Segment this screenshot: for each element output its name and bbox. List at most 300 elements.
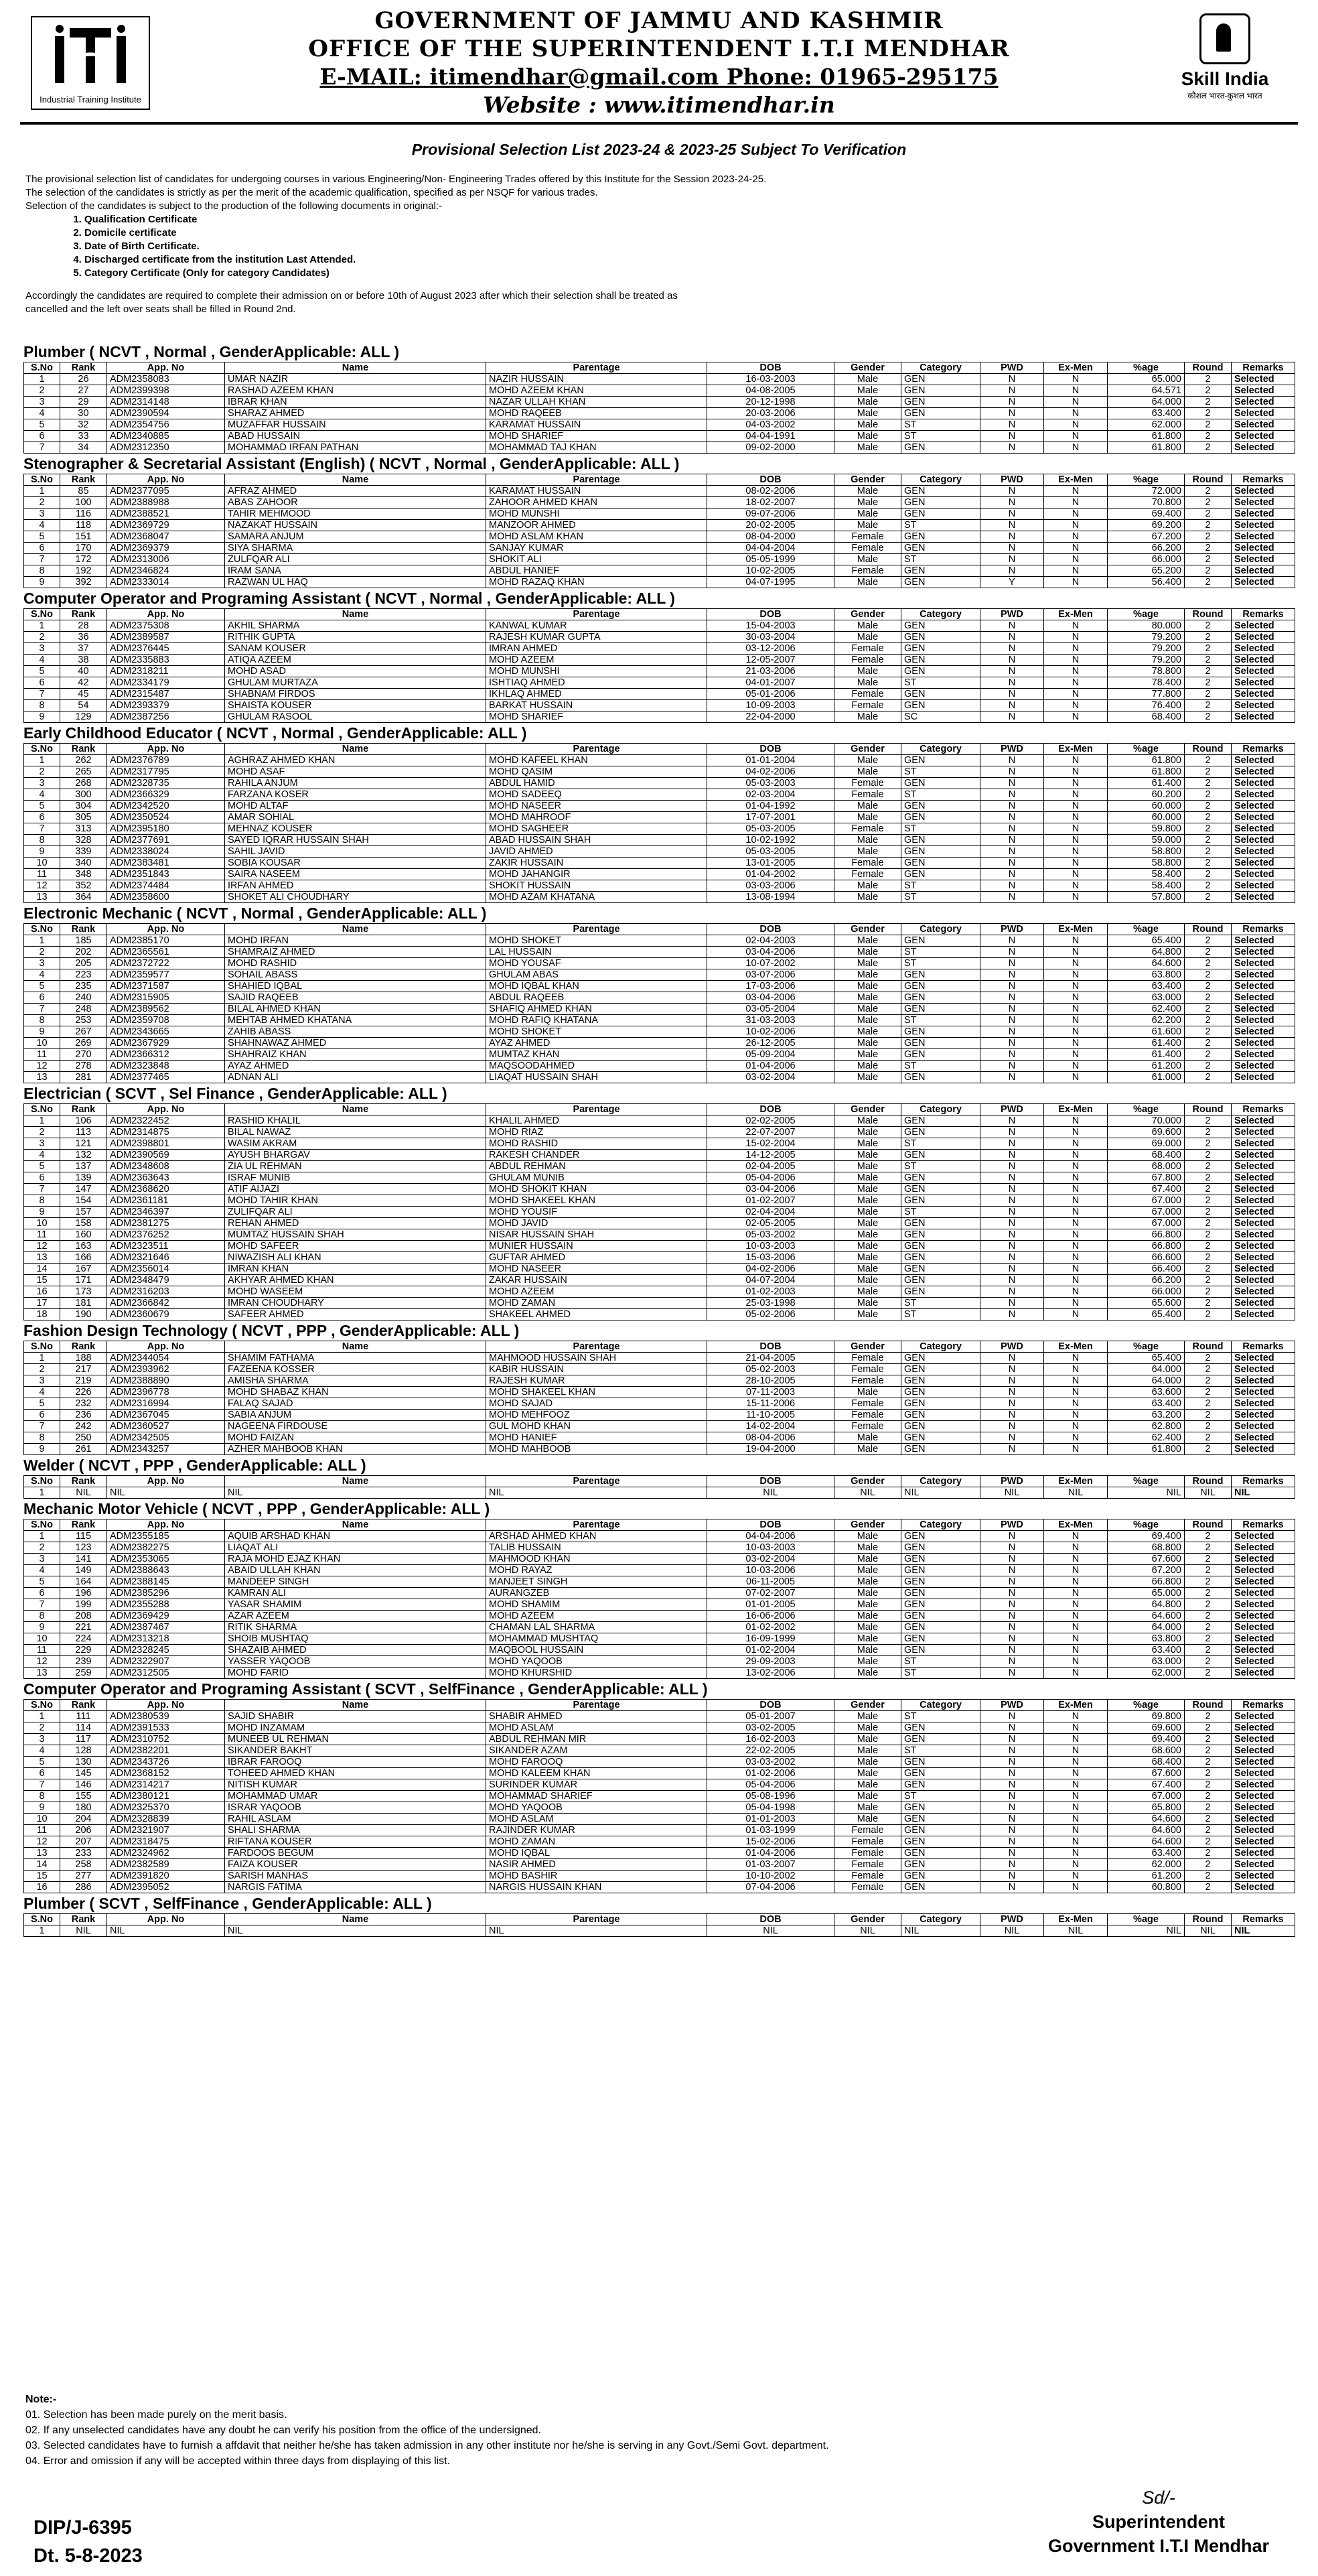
table-cell: N xyxy=(980,509,1044,520)
table-cell: ADM2314217 xyxy=(107,1779,225,1791)
table-cell: MOHD ASLAM KHAN xyxy=(486,531,707,543)
column-header: Round xyxy=(1185,1341,1232,1353)
table-cell: ADM2322907 xyxy=(107,1656,225,1668)
table-cell: N xyxy=(1044,1353,1108,1364)
table-cell: ADM2317795 xyxy=(107,766,225,778)
table-cell: 265 xyxy=(60,766,107,778)
column-header: Category xyxy=(901,1476,980,1487)
table-cell: Female xyxy=(834,531,901,543)
table-row xyxy=(24,486,1295,497)
column-header: S.No xyxy=(24,609,60,620)
table-cell: 2 xyxy=(1185,1745,1232,1757)
selection-table xyxy=(23,1519,1295,1679)
selection-table xyxy=(23,1341,1295,1455)
table-cell: MAHMOOD KHAN xyxy=(486,1554,707,1565)
column-header: Remarks xyxy=(1232,1341,1295,1353)
table-cell: Male xyxy=(834,1711,901,1722)
column-header: DOB xyxy=(707,1104,834,1115)
table-row xyxy=(24,497,1295,509)
table-cell: 13-01-2005 xyxy=(707,858,834,869)
table-cell: ADM2369379 xyxy=(107,543,225,554)
section-title: Computer Operator and Programing Assistant ( SCVT , SelfFinance , GenderApplicable: ALL ) xyxy=(23,1680,708,1698)
table-cell: 63.400 xyxy=(1108,1398,1185,1410)
table-cell: N xyxy=(980,1195,1044,1207)
table-cell: KHALIL AHMED xyxy=(486,1115,707,1127)
table-row xyxy=(24,1745,1295,1757)
table-cell: 2 xyxy=(1185,620,1232,632)
table-cell: 111 xyxy=(60,1711,107,1722)
table-cell: 68.000 xyxy=(1108,1161,1185,1172)
table-cell: 2 xyxy=(1185,1172,1232,1184)
table-cell: 58.400 xyxy=(1108,880,1185,892)
table-cell: 8 xyxy=(24,1611,60,1622)
table-cell: 04-04-2006 xyxy=(707,1531,834,1542)
table-cell: GHULAM MUNIB xyxy=(486,1172,707,1184)
table-cell: JAVID AHMED xyxy=(486,846,707,858)
table-cell: GEN xyxy=(901,1184,980,1195)
table-cell: 09-02-2000 xyxy=(707,442,834,454)
table-cell: NIL xyxy=(1185,1925,1232,1937)
table-cell: 137 xyxy=(60,1161,107,1172)
table-cell: RITHIK GUPTA xyxy=(225,632,486,643)
column-header: App. No xyxy=(107,1341,225,1353)
table-cell: MOHD AZEEM KHAN xyxy=(486,385,707,397)
table-cell: MOHD JAHANGIR xyxy=(486,869,707,880)
table-cell: N xyxy=(980,1645,1044,1656)
table-cell: N xyxy=(980,1565,1044,1576)
table-cell: 68.400 xyxy=(1108,711,1185,723)
table-cell: 63.800 xyxy=(1108,1633,1185,1645)
table-cell: 258 xyxy=(60,1859,107,1871)
table-cell: 3 xyxy=(24,1138,60,1150)
table-cell: 01-02-2006 xyxy=(707,1768,834,1779)
column-header: App. No xyxy=(107,1104,225,1115)
table-cell: ADM2342520 xyxy=(107,801,225,812)
table-cell: ST xyxy=(901,1668,980,1679)
table-cell: ADM2322452 xyxy=(107,1115,225,1127)
table-cell: ST xyxy=(901,880,980,892)
column-header: Remarks xyxy=(1232,1700,1295,1711)
table-cell: 6 xyxy=(24,543,60,554)
table-cell: SABIA ANJUM xyxy=(225,1410,486,1421)
table-cell: 03-04-2006 xyxy=(707,992,834,1004)
table-cell: 8 xyxy=(24,700,60,711)
table-cell: 64.571 xyxy=(1108,385,1185,397)
table-cell: N xyxy=(980,385,1044,397)
table-cell: 2 xyxy=(1185,1387,1232,1398)
table-cell: 123 xyxy=(60,1542,107,1554)
table-cell: 12 xyxy=(24,1656,60,1668)
table-cell: ADM2358083 xyxy=(107,374,225,385)
column-header: DOB xyxy=(707,1700,834,1711)
table-cell: Male xyxy=(834,1138,901,1150)
table-cell: Selected xyxy=(1232,1848,1295,1859)
table-row xyxy=(24,1252,1295,1264)
table-cell: 8 xyxy=(24,1195,60,1207)
table-cell: N xyxy=(980,620,1044,632)
table-cell: N xyxy=(980,1309,1044,1320)
table-cell: N xyxy=(1044,1286,1108,1298)
table-cell: N xyxy=(980,1882,1044,1893)
column-header: App. No xyxy=(107,609,225,620)
table-cell: 250 xyxy=(60,1432,107,1444)
table-cell: GEN xyxy=(901,1622,980,1633)
table-cell: Male xyxy=(834,442,901,454)
table-cell: GEN xyxy=(901,1364,980,1375)
table-cell: 217 xyxy=(60,1364,107,1375)
table-cell: 01-02-2003 xyxy=(707,1286,834,1298)
table-row xyxy=(24,1127,1295,1138)
table-cell: GEN xyxy=(901,643,980,655)
table-cell: 16-09-1999 xyxy=(707,1633,834,1645)
table-cell: 1 xyxy=(24,374,60,385)
dip-date: Dt. 5-8-2023 xyxy=(33,2545,143,2567)
table-cell: N xyxy=(1044,1038,1108,1049)
table-cell: N xyxy=(980,1848,1044,1859)
table-cell: N xyxy=(1044,419,1108,431)
table-cell: ADM2315905 xyxy=(107,992,225,1004)
table-cell: N xyxy=(980,1229,1044,1241)
table-cell: 04-03-2002 xyxy=(707,419,834,431)
table-cell: 2 xyxy=(1185,442,1232,454)
table-cell: 26-12-2005 xyxy=(707,1038,834,1049)
table-cell: 63.800 xyxy=(1108,969,1185,981)
table-cell: 67.200 xyxy=(1108,1565,1185,1576)
table-cell: 2 xyxy=(1185,1722,1232,1734)
table-cell: NIL xyxy=(901,1487,980,1499)
table-cell: N xyxy=(1044,812,1108,823)
table-cell: 10-03-2003 xyxy=(707,1241,834,1252)
table-cell: 10-02-1992 xyxy=(707,835,834,846)
table-cell: Female xyxy=(834,1421,901,1432)
table-cell: 27 xyxy=(60,385,107,397)
table-cell: Male xyxy=(834,408,901,419)
table-cell: 02-05-2005 xyxy=(707,1218,834,1229)
table-cell: RAJESH KUMAR GUPTA xyxy=(486,632,707,643)
column-header: Round xyxy=(1185,1914,1232,1925)
table-cell: Male xyxy=(834,1252,901,1264)
table-cell: 64.600 xyxy=(1108,1825,1185,1836)
table-cell: 9 xyxy=(24,1207,60,1218)
table-cell: GEN xyxy=(901,397,980,408)
table-cell: N xyxy=(980,397,1044,408)
table-cell: 3 xyxy=(24,643,60,655)
table-cell: N xyxy=(1044,846,1108,858)
table-cell: MOHD SHAKEEL KHAN xyxy=(486,1195,707,1207)
table-cell: Male xyxy=(834,1127,901,1138)
table-cell: 304 xyxy=(60,801,107,812)
table-cell: 2 xyxy=(1185,880,1232,892)
table-cell: N xyxy=(1044,1814,1108,1825)
table-cell: MOHD SHARIEF xyxy=(486,711,707,723)
column-header: Parentage xyxy=(486,609,707,620)
table-cell: 63.400 xyxy=(1108,408,1185,419)
table-cell: ADM2318211 xyxy=(107,666,225,677)
table-cell: 236 xyxy=(60,1410,107,1421)
table-cell: GEN xyxy=(901,632,980,643)
table-cell: Selected xyxy=(1232,565,1295,577)
table-cell: NIL xyxy=(225,1487,486,1499)
table-cell: Male xyxy=(834,1115,901,1127)
document-title: Provisional Selection List 2023-24 & 2023-25 Subject To Verification xyxy=(411,141,907,158)
table-cell: 10-02-2006 xyxy=(707,1026,834,1038)
table-cell: 1 xyxy=(24,1115,60,1127)
table-cell: MOHD RAYAZ xyxy=(486,1565,707,1576)
table-cell: 38 xyxy=(60,655,107,666)
table-cell: Male xyxy=(834,1633,901,1645)
table-cell: N xyxy=(980,1375,1044,1387)
table-cell: MOHAMMAD IRFAN PATHAN xyxy=(225,442,486,454)
table-cell: 68.400 xyxy=(1108,1757,1185,1768)
table-cell: N xyxy=(980,789,1044,801)
column-header: Category xyxy=(901,1700,980,1711)
table-cell: 10 xyxy=(24,1633,60,1645)
table-cell: MOHD RAFIQ KHATANA xyxy=(486,1015,707,1026)
table-cell: N xyxy=(980,1241,1044,1252)
table-cell: N xyxy=(1044,666,1108,677)
table-cell: Selected xyxy=(1232,1542,1295,1554)
table-cell: ADM2388988 xyxy=(107,497,225,509)
intro-paragraph: The selection of the candidates is strictly as per the merit of the academic qualification, specified as per NSQF for various trades. xyxy=(25,187,598,198)
column-header: Category xyxy=(901,362,980,374)
table-cell: 61.200 xyxy=(1108,1871,1185,1882)
table-cell: N xyxy=(980,880,1044,892)
table-cell: N xyxy=(1044,1026,1108,1038)
table-header-row xyxy=(24,1476,1295,1487)
table-cell: MOHD JAVID xyxy=(486,1218,707,1229)
table-cell: N xyxy=(980,1768,1044,1779)
table-cell: 235 xyxy=(60,981,107,992)
table-cell: NARGIS FATIMA xyxy=(225,1882,486,1893)
table-cell: ST xyxy=(901,1207,980,1218)
table-cell: Selected xyxy=(1232,1150,1295,1161)
table-cell: 4 xyxy=(24,1387,60,1398)
table-cell: Selected xyxy=(1232,689,1295,700)
table-cell: NIL xyxy=(107,1925,225,1937)
column-header: Rank xyxy=(60,1104,107,1115)
column-header: Rank xyxy=(60,474,107,486)
table-cell: N xyxy=(1044,992,1108,1004)
table-header-row xyxy=(24,924,1295,935)
table-cell: ZULIFQAR ALI xyxy=(225,1207,486,1218)
table-cell: 68.600 xyxy=(1108,1745,1185,1757)
table-cell: N xyxy=(1044,1150,1108,1161)
table-cell: ADM2343665 xyxy=(107,1026,225,1038)
table-cell: 2 xyxy=(1185,1848,1232,1859)
table-cell: 2 xyxy=(1185,1554,1232,1565)
table-cell: 248 xyxy=(60,1004,107,1015)
table-cell: 07-04-2006 xyxy=(707,1882,834,1893)
table-cell: 106 xyxy=(60,1115,107,1127)
table-cell: GEN xyxy=(901,565,980,577)
table-cell: 69.000 xyxy=(1108,1138,1185,1150)
table-cell: N xyxy=(1044,1848,1108,1859)
table-cell: 16-06-2006 xyxy=(707,1611,834,1622)
table-cell: N xyxy=(1044,1611,1108,1622)
column-header: Name xyxy=(225,924,486,935)
table-cell: N xyxy=(1044,397,1108,408)
table-cell: GEN xyxy=(901,509,980,520)
table-cell: MUZAFFAR HUSSAIN xyxy=(225,419,486,431)
column-header: %age xyxy=(1108,474,1185,486)
table-cell: N xyxy=(980,1115,1044,1127)
table-cell: Male xyxy=(834,1802,901,1814)
table-cell: ABDUL HAMID xyxy=(486,778,707,789)
column-header: S.No xyxy=(24,1519,60,1531)
table-cell: 5 xyxy=(24,1161,60,1172)
table-cell: GEN xyxy=(901,1871,980,1882)
table-cell: MOHD SHAMIM xyxy=(486,1599,707,1611)
table-cell: GEN xyxy=(901,801,980,812)
table-cell: ADM2366329 xyxy=(107,789,225,801)
column-header: S.No xyxy=(24,1700,60,1711)
table-cell: 8 xyxy=(24,1432,60,1444)
table-cell: 339 xyxy=(60,846,107,858)
table-cell: 2 xyxy=(24,1127,60,1138)
table-cell: ADM2387467 xyxy=(107,1622,225,1633)
table-cell: 2 xyxy=(1185,935,1232,947)
column-header: Round xyxy=(1185,1700,1232,1711)
table-cell: MOHD TAHIR KHAN xyxy=(225,1195,486,1207)
table-cell: 181 xyxy=(60,1298,107,1309)
table-cell: 62.400 xyxy=(1108,1004,1185,1015)
table-cell: Male xyxy=(834,1184,901,1195)
table-cell: Selected xyxy=(1232,801,1295,812)
column-header: S.No xyxy=(24,1476,60,1487)
table-cell: Female xyxy=(834,565,901,577)
table-cell: N xyxy=(980,677,1044,689)
table-cell: MOHD QASIM xyxy=(486,766,707,778)
table-cell: 79.200 xyxy=(1108,632,1185,643)
table-cell: GEN xyxy=(901,1633,980,1645)
table-cell: N xyxy=(980,823,1044,835)
column-header: Rank xyxy=(60,1476,107,1487)
table-cell: Selected xyxy=(1232,1353,1295,1364)
table-cell: Selected xyxy=(1232,1241,1295,1252)
selection-lists xyxy=(23,342,1295,1937)
table-cell: ADM2314875 xyxy=(107,1127,225,1138)
table-cell: 08-04-2006 xyxy=(707,1432,834,1444)
table-cell: 07-11-2003 xyxy=(707,1387,834,1398)
table-cell: 8 xyxy=(24,1791,60,1802)
table-cell: GEN xyxy=(901,1286,980,1298)
table-cell: N xyxy=(1044,1588,1108,1599)
table-cell: 7 xyxy=(24,689,60,700)
table-cell: 2 xyxy=(1185,1882,1232,1893)
table-cell: Male xyxy=(834,1026,901,1038)
column-header: Remarks xyxy=(1232,1104,1295,1115)
column-header: DOB xyxy=(707,1914,834,1925)
table-cell: Selected xyxy=(1232,1072,1295,1083)
table-cell: MOHD MAHBOOB xyxy=(486,1444,707,1455)
table-cell: GEN xyxy=(901,1398,980,1410)
table-cell: MOHD RASHID xyxy=(486,1138,707,1150)
table-row xyxy=(24,1026,1295,1038)
table-cell: ADM2315487 xyxy=(107,689,225,700)
table-cell: Selected xyxy=(1232,1364,1295,1375)
column-header: PWD xyxy=(980,1914,1044,1925)
table-cell: 01-02-2002 xyxy=(707,1622,834,1633)
table-cell: N xyxy=(1044,1882,1108,1893)
table-cell: Male xyxy=(834,1038,901,1049)
table-cell: Male xyxy=(834,1734,901,1745)
table-cell: MOHD SAGHEER xyxy=(486,823,707,835)
document-item: 3. Date of Birth Certificate. xyxy=(84,240,1291,253)
table-cell: IMRAN AHMED xyxy=(486,643,707,655)
table-cell: AMISHA SHARMA xyxy=(225,1375,486,1387)
table-cell: ADM2351843 xyxy=(107,869,225,880)
table-cell: 64.800 xyxy=(1108,1599,1185,1611)
table-cell: ABDUL REHMAN MIR xyxy=(486,1734,707,1745)
table-cell: SHAFIQ AHMED KHAN xyxy=(486,1004,707,1015)
table-row xyxy=(24,700,1295,711)
table-cell: N xyxy=(980,486,1044,497)
table-cell: N xyxy=(980,1004,1044,1015)
table-cell: 25-03-1998 xyxy=(707,1298,834,1309)
table-cell: N xyxy=(1044,1576,1108,1588)
table-row xyxy=(24,1241,1295,1252)
table-cell: 67.000 xyxy=(1108,1195,1185,1207)
table-cell: GEN xyxy=(901,620,980,632)
table-cell: GEN xyxy=(901,1734,980,1745)
table-cell: GEN xyxy=(901,385,980,397)
table-row xyxy=(24,1633,1295,1645)
table-cell: N xyxy=(980,1802,1044,1814)
table-cell: AKHYAR AHMED KHAN xyxy=(225,1275,486,1286)
table-cell: 20-03-2006 xyxy=(707,408,834,419)
table-cell: N xyxy=(980,835,1044,846)
table-cell: ADM2391533 xyxy=(107,1722,225,1734)
section-title: Plumber ( SCVT , SelfFinance , GenderApplicable: ALL ) xyxy=(23,1895,432,1912)
table-cell: ADM2391820 xyxy=(107,1871,225,1882)
table-cell: 04-07-2004 xyxy=(707,1275,834,1286)
table-cell: N xyxy=(1044,1432,1108,1444)
table-cell: N xyxy=(980,565,1044,577)
table-cell: Selected xyxy=(1232,1633,1295,1645)
table-cell: SHAMIM FATHAMA xyxy=(225,1353,486,1364)
table-cell: N xyxy=(1044,880,1108,892)
table-cell: GEN xyxy=(901,1421,980,1432)
table-cell: N xyxy=(980,666,1044,677)
table-cell: ADM2324962 xyxy=(107,1848,225,1859)
website-line: Website : www.itimendhar.in xyxy=(483,92,835,118)
table-cell: NAZAKAT HUSSAIN xyxy=(225,520,486,531)
table-cell: KAMRAN ALI xyxy=(225,1588,486,1599)
table-cell: 67.400 xyxy=(1108,1779,1185,1791)
table-cell: Selected xyxy=(1232,846,1295,858)
table-cell: RAHILA ANJUM xyxy=(225,778,486,789)
table-cell: Male xyxy=(834,1275,901,1286)
selection-table xyxy=(23,1103,1295,1320)
table-cell: ADM2398801 xyxy=(107,1138,225,1150)
table-cell: Male xyxy=(834,486,901,497)
table-cell: 62.200 xyxy=(1108,1015,1185,1026)
table-cell: ADM2328735 xyxy=(107,778,225,789)
table-row xyxy=(24,1375,1295,1387)
column-header: Ex-Men xyxy=(1044,1700,1108,1711)
table-cell: 3 xyxy=(24,1734,60,1745)
table-cell: SHOIB MUSHTAQ xyxy=(225,1633,486,1645)
table-cell: N xyxy=(980,689,1044,700)
column-header: Gender xyxy=(834,1914,901,1925)
table-row xyxy=(24,1150,1295,1161)
table-cell: 4 xyxy=(24,789,60,801)
table-cell: NIL xyxy=(107,1487,225,1499)
table-cell: N xyxy=(980,632,1044,643)
table-header-row xyxy=(24,1914,1295,1925)
table-row xyxy=(24,1925,1295,1937)
table-cell: 2 xyxy=(1185,1138,1232,1150)
